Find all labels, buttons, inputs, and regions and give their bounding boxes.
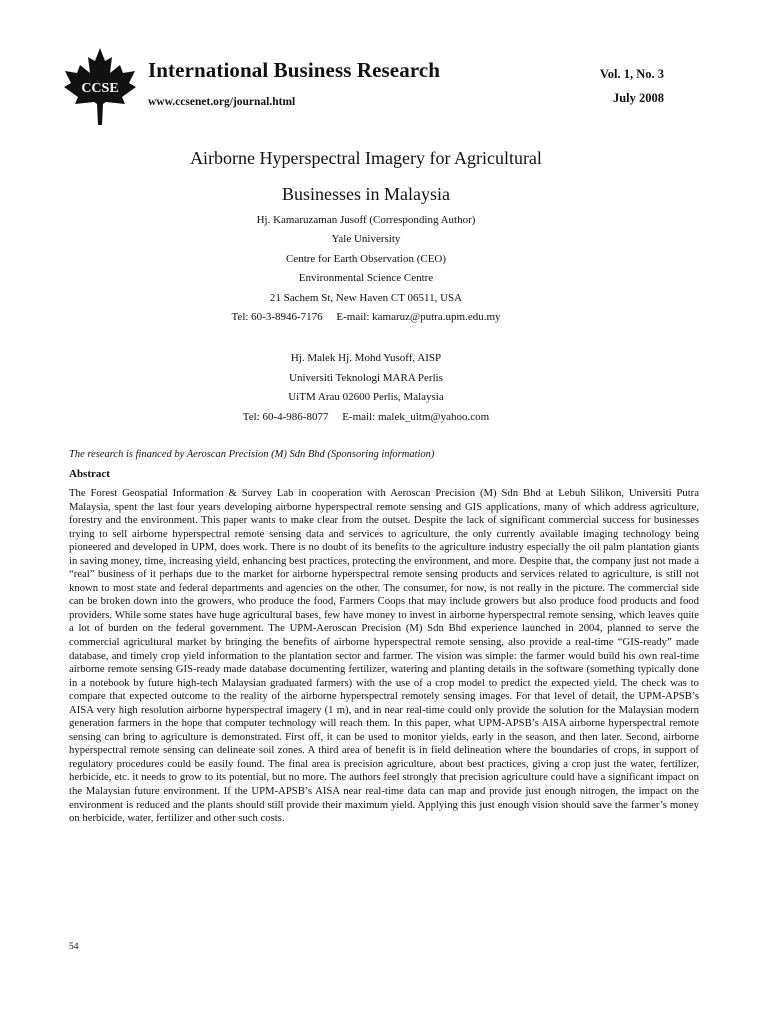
author-2-address: UiTM Arau 02600 Perlis, Malaysia bbox=[288, 391, 444, 404]
author-1-affiliation-3: Environmental Science Centre bbox=[298, 272, 434, 285]
issue-date: July 2008 bbox=[612, 91, 664, 105]
journal-header bbox=[0, 0, 768, 130]
abstract-heading: Abstract bbox=[69, 468, 110, 480]
author-2-contact: Tel: 60-4-986-8077 E-mail: malek_uitm@yahoo.com bbox=[242, 410, 490, 423]
ccse-maple-leaf-logo bbox=[62, 46, 138, 126]
maple-leaf-icon bbox=[62, 46, 138, 126]
sponsor-note: The research is financed by Aeroscan Precision (M) Sdn Bhd (Sponsoring information) bbox=[69, 449, 435, 460]
author-1-name: Hj. Kamaruzaman Jusoff (Corresponding Author) bbox=[256, 214, 476, 226]
page-number: 54 bbox=[69, 942, 79, 952]
paper-title bbox=[60, 140, 672, 212]
paper-title-line-2: Businesses in Malaysia bbox=[282, 184, 450, 204]
author-block bbox=[60, 211, 672, 427]
volume-issue: Vol. 1, No. 3 bbox=[599, 67, 664, 81]
author-1-affiliation-1: Yale University bbox=[331, 233, 401, 246]
abstract-body: The Forest Geospatial Information & Survey Lab in cooperation with Aeroscan Precision (M) Sdn Bhd at Lebuh Silikon, Universiti Putra Malaysia, spent the last four years developing airborne hyperspectral remote sensing and GIS applications, many of which address agriculture, forestry and the environment. This paper wants to make clear from the outset. Despite the lack of significant commercial success for businesses trying to sell airborne hyperspectral remote sensing data and services to agriculture, the only currently available imaging technology being pioneered and developed in UPM, does work. There is no doubt of its benefits to the agriculture industry especially the oil palm plantation giants in saving money, time, increasing yield, enhancing best practices, protecting the environment, and more. Despite that, the company just not made a “real” business of it perhaps due to the market for airborne hyperspectral remote sensing products and services related to agriculture, is still not known to most state and federal departments and agencies on the other. The consumer, for now, is not really in the picture. The commercial side can be broken down into the growers, who produce the food, Farmers Coops that may include growers but also produce food products and food providers. While some states have huge agricultural bases, few have money to invest in airborne hyperspectral remote sensing, which leaves quite a lot of burden on the federal government. The UPM-Aeroscan Precision (M) Sdn Bhd experience launched in 2004, planned to serve the commercial agricultural market by bringing the benefits of airborne hyperspectral remote sensing, also provide a real-time “GIS-ready” made database, and timely crop yield information to the plantation sector and farmer. The vision was simple: the farmer would build his own real-time airborne remote sensing GIS-ready made database documenting fertilizer, watering and planting details in the software (something typically done in a notebook by future high-tech Malaysian graduated farmers) with the use of a crop model to predict the expected yield. The check was to compare that expected outcome to the reality of the airborne hyperspectral remotely sensing images. For that level of detail, the UPM-APSB’s AISA very high resolution airborne hyperspectral imagery (1 m), and in near real-time could only provide the solution for the Malaysian modern generation farmers in the hope that computer technology will reach them. In this paper, what UPM-APSB’s AISA airborne hyperspectral remote sensing can bring to agriculture is demonstrated. First off, it can be used to monitor yields, early in the season, and then later. Second, airborne hyperspectral remote sensing can delineate soil zones. A third area of benefit is in field delineation where the boundaries of crops, in support of regulatory procedures could be easily found. The final area is precision agriculture, about best practices, giving a crop just the water, fertilizer, herbicide, etc. it needs to grow to its potential, but no more. The authors feel strongly that precision agriculture could have a significant impact on the Malaysian future environment. If the UPM-APSB’s AISA near real-time data can map and provide just enough nitrogen, the impact on the environment is reduced and the plants should still provide their maximum yield. Applying this just enough vision should save the farmer’s money on herbicide, water, fertilizer and other such costs. bbox=[69, 487, 699, 825]
journal-title: International Business Research bbox=[148, 58, 441, 82]
logo-text: CCSE bbox=[81, 81, 119, 96]
author-1-contact: Tel: 60-3-8946-7176 E-mail: kamaruz@putra.upm.edu.my bbox=[231, 311, 501, 324]
author-2-name: Hj. Malek Hj. Mohd Yusoff, AISP bbox=[290, 352, 442, 365]
paper-title-line-1: Airborne Hyperspectral Imagery for Agricultural bbox=[190, 148, 542, 168]
author-1-affiliation-2: Centre for Earth Observation (CEO) bbox=[285, 252, 447, 265]
author-spacer bbox=[60, 327, 672, 349]
journal-url[interactable]: www.ccsenet.org/journal.html bbox=[148, 96, 296, 108]
author-1-address: 21 Sachem St, New Haven CT 06511, USA bbox=[269, 291, 463, 304]
author-2-affiliation-1: Universiti Teknologi MARA Perlis bbox=[289, 371, 443, 384]
